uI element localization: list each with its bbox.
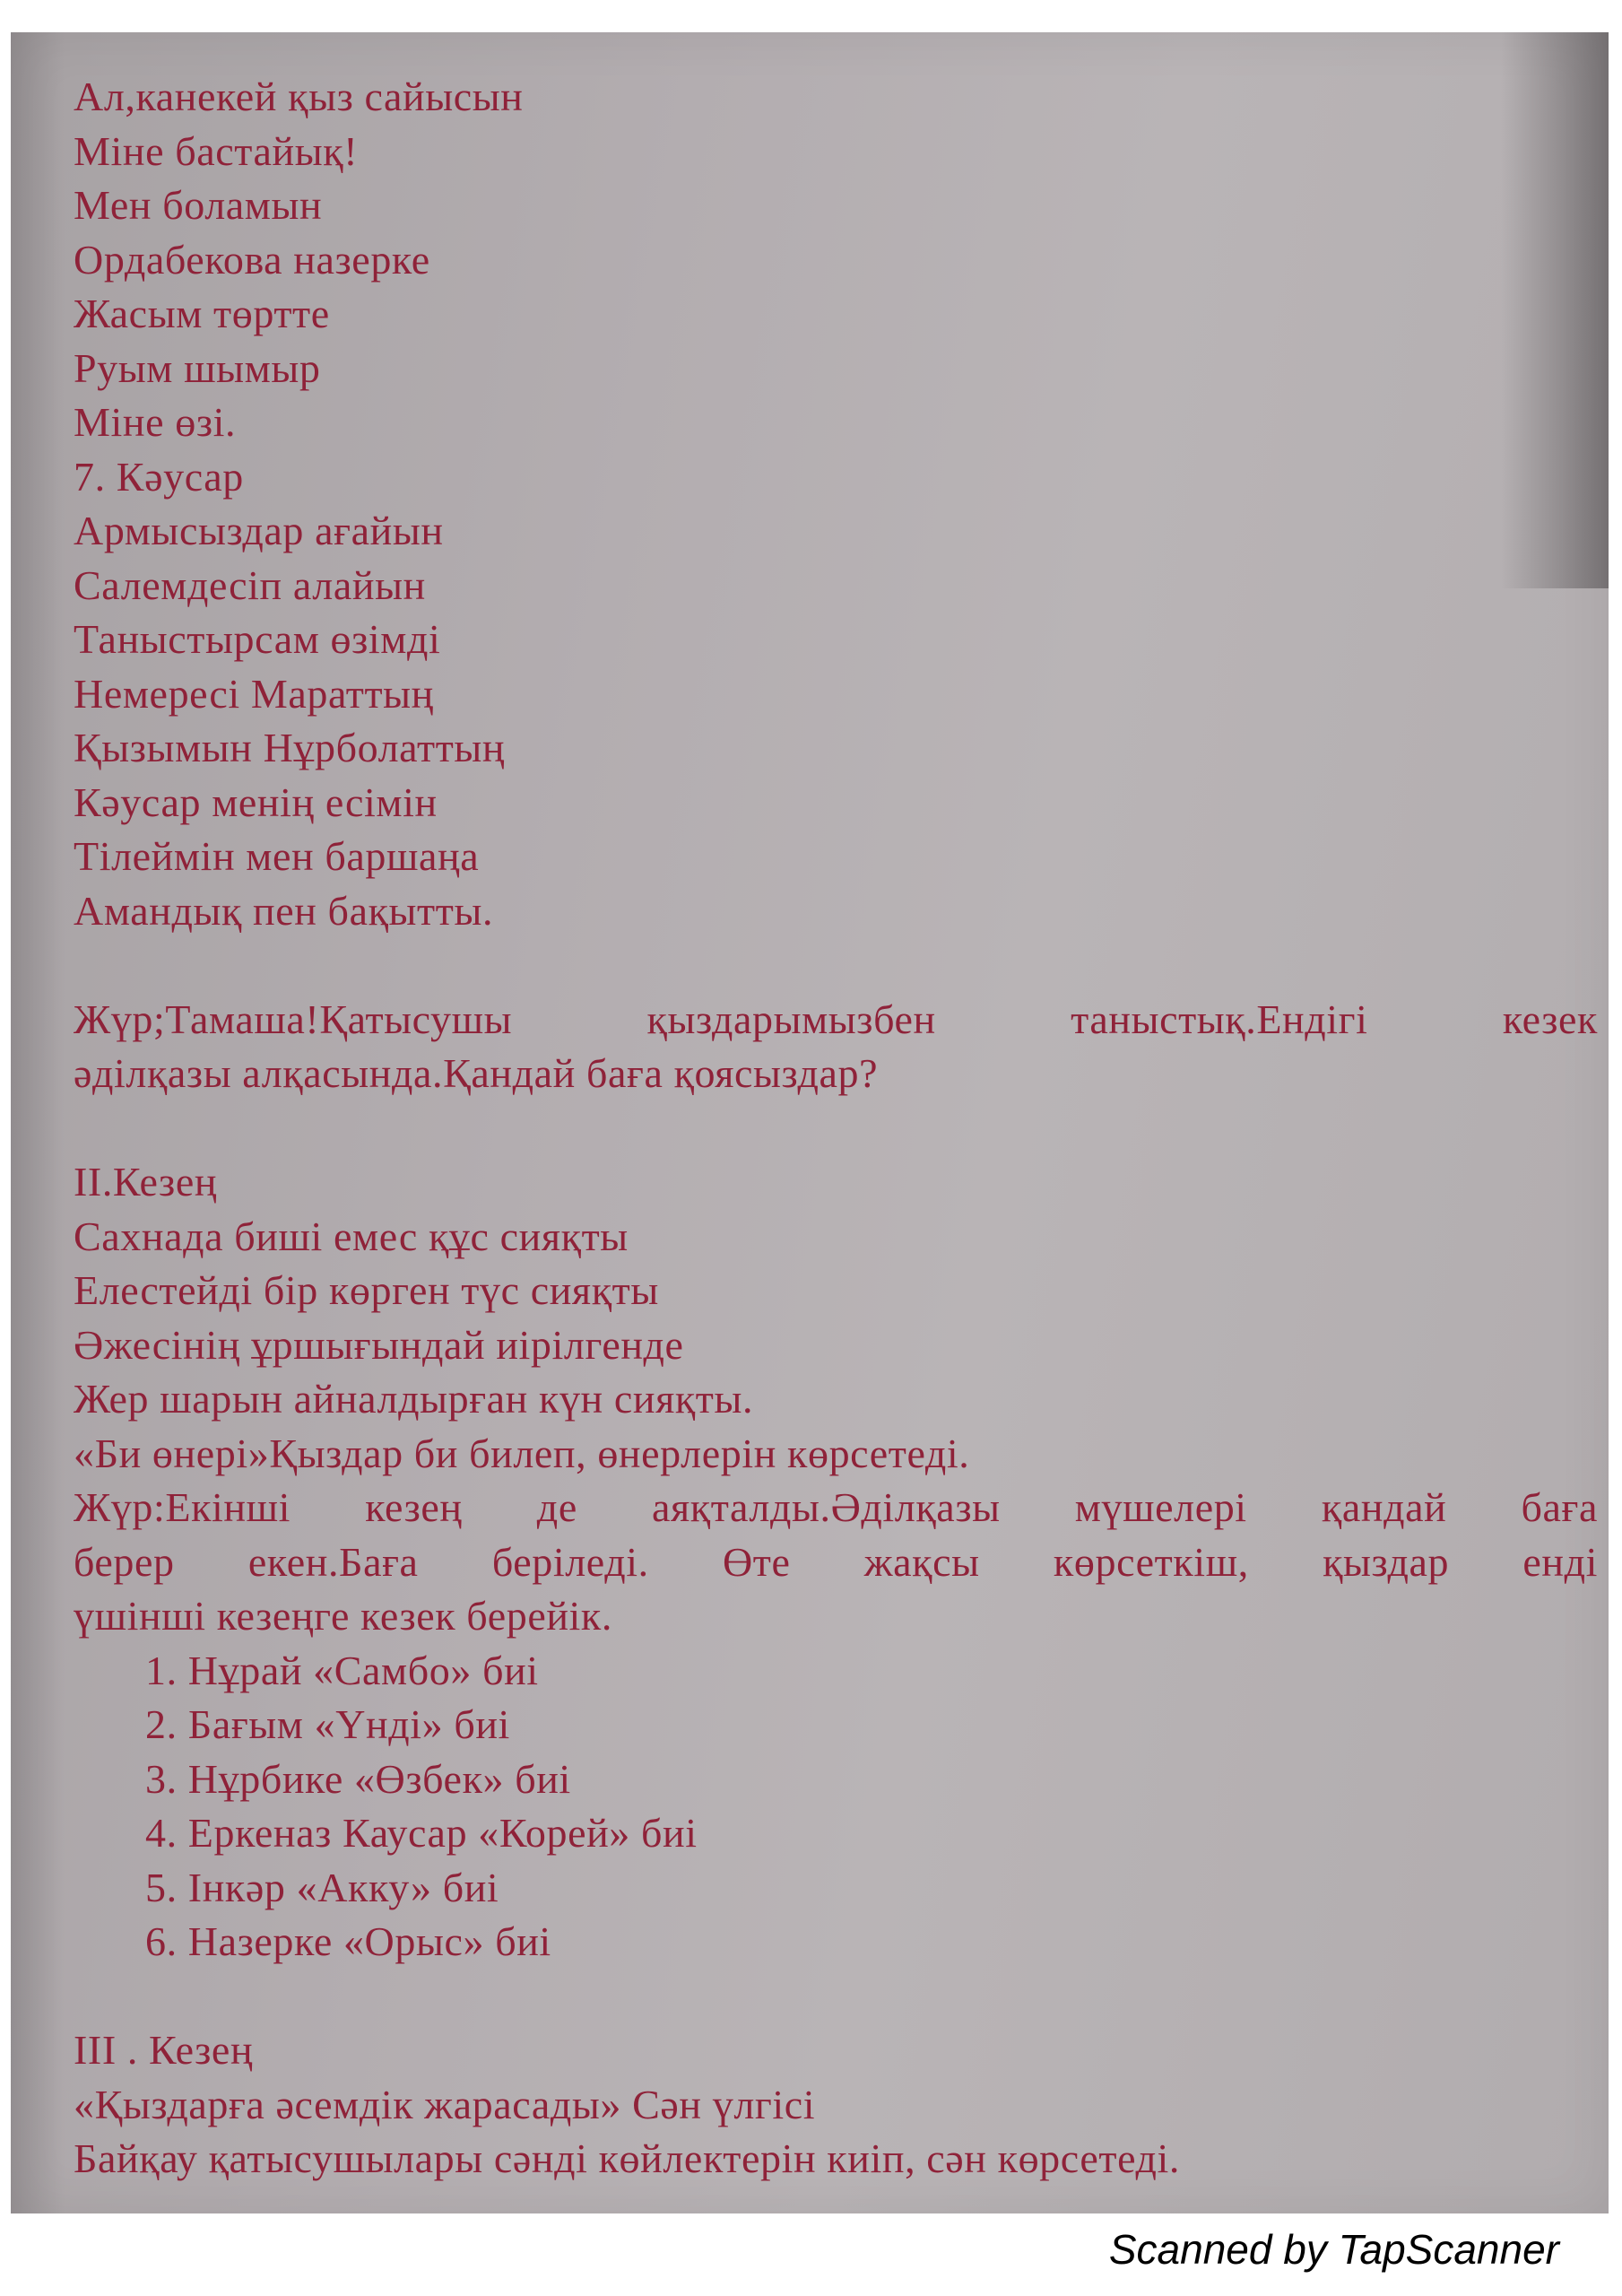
stage-2-dance-intro: «Би өнері»Қыздар би билеп, өнерлерін көрсетеді. [74, 1430, 970, 1476]
paragraph-gap [74, 1101, 1598, 1156]
stage-3-description: Байқау қатысушылары сәнді көйлектерін киіп, сән көрсетеді. [74, 2135, 1180, 2181]
intro-line: Міне бастайық! [74, 127, 359, 174]
stage-2-heading: ІІ.Кезең [74, 1159, 218, 1205]
stage-3-heading: ІІІ . Кезең [74, 2027, 254, 2073]
participant-heading: 7. Кәусар [74, 453, 244, 500]
stage-2-host-line: үшінші кезеңге кезек берейік. [74, 1593, 612, 1639]
stage-2-poem-line: Жер шарын айналдырған күн сияқты. [74, 1376, 754, 1422]
intro-line: Мен боламын [74, 182, 323, 228]
stage-2-poem-line: Сахнада биші емес құс сияқты [74, 1213, 629, 1259]
intro-line: Ал,канекей қыз сайысын [74, 74, 524, 119]
dance-list-item: 5. Інкәр «Акку» биі [145, 1864, 499, 1910]
intro-line: Ордабекова назерке [74, 236, 430, 283]
paragraph-gap [74, 938, 1598, 993]
participant-line: Таныстырсам өзімді [74, 616, 441, 662]
stage-2-host-line: Жүр:Екінші кезең де аяқталды.Әділқазы мүшелері қандай баға [74, 1484, 1598, 1530]
dance-list-item: 3. Нұрбике «Өзбек» биі [145, 1755, 571, 1802]
participant-line: Қызымын Нұрболаттың [74, 725, 506, 770]
intro-line: Жасым төртте [74, 291, 330, 336]
intro-line: Руым шымыр [74, 344, 321, 391]
participant-line: Немересі Мараттың [74, 670, 434, 717]
participant-line: Салемдесіп алайын [74, 561, 426, 608]
host-paragraph-line: Жүр;Тамаша!Қатысушы қыздарымызбен таныстық.Ендігі кезек [74, 996, 1598, 1042]
dance-list-item: 2. Бағым «Үнді» биі [145, 1701, 510, 1747]
paragraph-gap [74, 1970, 1598, 2024]
intro-line: Міне өзі. [74, 399, 237, 445]
participant-line: Амандық пен бақытты. [74, 887, 494, 934]
stage-3-title: «Қыздарға әсемдік жарасады» Сән үлгісі [74, 2081, 816, 2127]
host-paragraph-line: әділқазы алқасында.Қандай баға қоясыздар? [74, 1050, 879, 1096]
page-shadow-left [11, 32, 65, 2213]
dance-list-item: 1. Нұрай «Самбо» биі [145, 1647, 539, 1693]
scanner-watermark: Scanned by TapScanner [1108, 2226, 1559, 2273]
stage-2-poem-line: Әжесінің ұршығындай иірілгенде [74, 1321, 684, 1368]
document-text [74, 70, 1598, 2187]
stage-2-host-line: берер екен.Баға беріледі. Өте жақсы көрсеткіш, қыздар енді [74, 1538, 1598, 1585]
participant-line: Армысыздар ағайын [74, 508, 444, 553]
dance-list-item: 6. Назерке «Орыс» биі [145, 1918, 551, 1964]
participant-line: Кәусар менің есімін [74, 778, 438, 825]
dance-list-item: 4. Еркеназ Каусар «Корей» биі [145, 1810, 698, 1856]
scanned-page [11, 32, 1609, 2213]
stage-2-poem-line: Елестейді бір көрген түс сияқты [74, 1267, 659, 1313]
participant-line: Тілеймін мен баршаңа [74, 833, 480, 879]
